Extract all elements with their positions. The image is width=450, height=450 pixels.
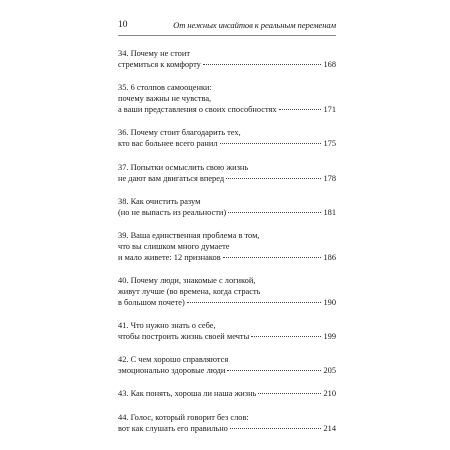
toc-entry-last-line bbox=[118, 207, 336, 218]
dot-leader bbox=[251, 336, 321, 337]
toc-entry-last-line bbox=[118, 104, 336, 115]
dot-leader bbox=[258, 393, 321, 394]
toc-entry-last-line bbox=[118, 423, 336, 434]
toc-entry-title-line: 40. Почему люди, знакомые с логикой, bbox=[118, 276, 256, 285]
toc-page-number: 186 bbox=[323, 253, 336, 262]
table-of-contents bbox=[118, 48, 336, 434]
toc-entry-title-line: живут лучше (во времена, когда страсть bbox=[118, 287, 261, 296]
toc-page-number: 171 bbox=[323, 105, 336, 114]
dot-leader bbox=[279, 109, 322, 110]
toc-entry-last-line bbox=[118, 388, 336, 399]
dot-leader bbox=[220, 143, 322, 144]
toc-entry-title-line: вот как слушать его правильно bbox=[118, 424, 228, 433]
dot-leader bbox=[226, 178, 321, 179]
toc-entry-title-line: чтобы построить жизнь своей мечты bbox=[118, 332, 250, 341]
toc-entry-last-line bbox=[118, 331, 336, 342]
toc-entry[interactable] bbox=[118, 82, 336, 115]
toc-page-number: 205 bbox=[323, 366, 336, 375]
toc-entry[interactable] bbox=[118, 230, 336, 263]
toc-entry-title-line: эмоционально здоровые люди bbox=[118, 366, 226, 375]
toc-entry[interactable] bbox=[118, 354, 336, 376]
toc-entry-title-line: 39. Ваша единственная проблема в том, bbox=[118, 231, 260, 240]
toc-entry-title-line: 36. Почему стоит благодарить тех, bbox=[118, 128, 241, 137]
toc-entry-title-line: в большом почете) bbox=[118, 298, 185, 307]
toc-entry-title-line: стремиться к комфорту bbox=[118, 60, 201, 69]
toc-entry-last-line bbox=[118, 138, 336, 149]
toc-page-number: 214 bbox=[323, 424, 336, 433]
toc-entry-last-line bbox=[118, 59, 336, 70]
toc-entry[interactable] bbox=[118, 275, 336, 308]
toc-page-number: 210 bbox=[323, 389, 336, 398]
dot-leader bbox=[223, 257, 322, 258]
book-title: От нежных инсайтов к реальным переменам bbox=[173, 20, 336, 30]
toc-entry[interactable] bbox=[118, 48, 336, 70]
toc-entry[interactable] bbox=[118, 388, 336, 399]
toc-page-number: 175 bbox=[323, 139, 336, 148]
toc-entry-title-line: не дают вам двигаться вперед bbox=[118, 174, 225, 183]
dot-leader bbox=[203, 64, 322, 65]
toc-entry-last-line bbox=[118, 297, 336, 308]
toc-entry-title-line: 37. Попытки осмыслить свою жизнь bbox=[118, 163, 249, 172]
toc-page-number: 199 bbox=[323, 332, 336, 341]
toc-entry-last-line bbox=[118, 173, 336, 184]
toc-entry-title-line: почему важны не чувства, bbox=[118, 94, 212, 103]
dot-leader bbox=[227, 370, 321, 371]
toc-entry[interactable] bbox=[118, 412, 336, 434]
toc-entry-title-line: кто вас больнее всего ранил bbox=[118, 139, 218, 148]
toc-page-number: 168 bbox=[323, 60, 336, 69]
toc-entry-last-line bbox=[118, 365, 336, 376]
toc-entry-title-line: а ваши представления о своих способностях bbox=[118, 105, 277, 114]
toc-page-number: 178 bbox=[323, 174, 336, 183]
toc-entry-title-line: 35. 6 столпов самооценки: bbox=[118, 83, 212, 92]
dot-leader bbox=[230, 428, 322, 429]
toc-entry-title-line: и мало живете: 12 признаков bbox=[118, 253, 221, 262]
dot-leader bbox=[228, 212, 321, 213]
toc-page-number: 190 bbox=[323, 298, 336, 307]
toc-entry-title-line: 38. Как очистить разум bbox=[118, 197, 201, 206]
toc-entry-title-line: (но не выпасть из реальности) bbox=[118, 208, 227, 217]
toc-entry-title-line: 41. Что нужно знать о себе, bbox=[118, 321, 216, 330]
toc-entry-title-line: 42. С чем хорошо справляются bbox=[118, 355, 229, 364]
toc-entry-last-line bbox=[118, 252, 336, 263]
toc-entry[interactable] bbox=[118, 196, 336, 218]
toc-entry-title-line: 34. Почему не стоит bbox=[118, 49, 190, 58]
header-rule bbox=[118, 35, 336, 36]
toc-entry[interactable] bbox=[118, 320, 336, 342]
toc-page-number: 181 bbox=[323, 208, 336, 217]
dot-leader bbox=[187, 302, 322, 303]
toc-entry-title-line: что вы слишком много думаете bbox=[118, 242, 230, 251]
toc-entry[interactable] bbox=[118, 162, 336, 184]
page-number: 10 bbox=[118, 20, 128, 30]
toc-entry-title-line: 44. Голос, который говорит без слов: bbox=[118, 413, 249, 422]
toc-entry[interactable] bbox=[118, 127, 336, 149]
running-head bbox=[118, 20, 336, 34]
toc-entry-title-line: 43. Как понять, хороша ли наша жизнь bbox=[118, 389, 257, 398]
